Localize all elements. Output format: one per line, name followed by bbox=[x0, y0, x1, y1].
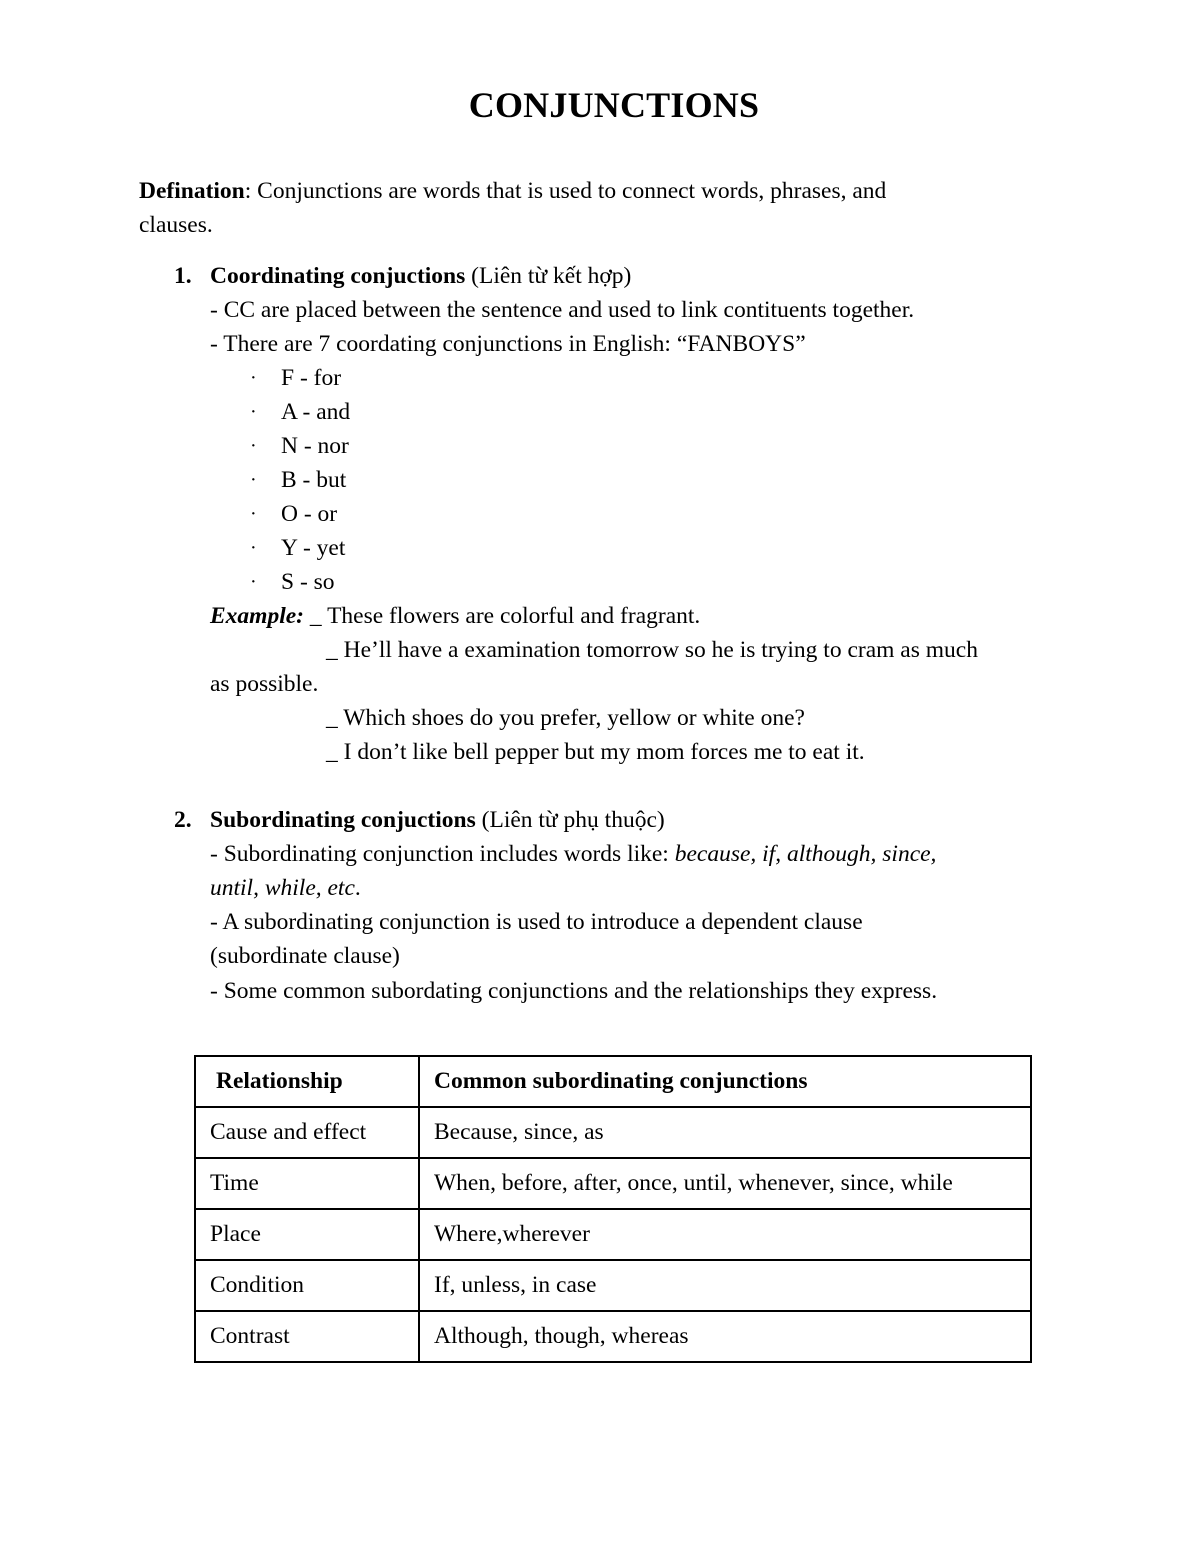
table-cell-relationship: Condition bbox=[195, 1260, 419, 1311]
section-2-point-2-cont: (subordinate clause) bbox=[210, 943, 400, 969]
table-cell-relationship: Time bbox=[195, 1158, 419, 1209]
example-label: Example: bbox=[210, 603, 304, 629]
table-row bbox=[195, 1158, 1031, 1209]
definition-label: Defination bbox=[139, 178, 245, 204]
definition-line-2: clauses. bbox=[139, 212, 213, 238]
section-1-heading-line bbox=[210, 261, 631, 291]
table-row bbox=[195, 1311, 1031, 1362]
section-2-point-1-cont bbox=[210, 873, 361, 903]
section-2-heading: Subordinating conjuctions bbox=[210, 807, 476, 833]
table-row bbox=[195, 1260, 1031, 1311]
example-text: _ These flowers are colorful and fragrant. bbox=[304, 603, 701, 629]
example-text: _ I don’t like bell pepper but my mom forces me to eat it. bbox=[326, 739, 865, 765]
section-2-point-3: - Some common subordating conjunctions and the relationships they express. bbox=[210, 978, 938, 1004]
section-1-heading: Coordinating conjuctions bbox=[210, 263, 466, 289]
fanboys-item: S - so bbox=[281, 569, 335, 595]
section-2-heading-vi: (Liên từ phụ thuộc) bbox=[475, 807, 665, 833]
fanboys-item: F - for bbox=[281, 365, 342, 391]
definition-line-1 bbox=[139, 176, 886, 206]
definition-text-1: : Conjunctions are words that is used to connect words, phrases, and bbox=[244, 178, 887, 204]
bullet-dot: · bbox=[250, 469, 257, 491]
fanboys-item: N - nor bbox=[281, 433, 349, 459]
table-cell-relationship: Place bbox=[195, 1209, 419, 1260]
section-2-heading-line bbox=[210, 805, 665, 835]
fanboys-item: O - or bbox=[281, 501, 338, 527]
table-header-conjunctions: Common subordinating conjunctions bbox=[419, 1056, 1031, 1107]
section-2-point-1-prefix: - Subordinating conjunction includes words like: bbox=[210, 841, 675, 867]
page-title: CONJUNCTIONS bbox=[468, 85, 760, 125]
section-1-number: 1. bbox=[174, 263, 192, 289]
table-cell-conjunctions: Where,wherever bbox=[419, 1209, 1031, 1260]
fanboys-item: A - and bbox=[281, 399, 351, 425]
table-header-relationship: Relationship bbox=[195, 1056, 419, 1107]
section-2-point-1 bbox=[210, 839, 936, 869]
example-line-1 bbox=[210, 601, 700, 631]
fanboys-item: B - but bbox=[281, 467, 347, 493]
example-text: _ Which shoes do you prefer, yellow or white one? bbox=[326, 705, 805, 731]
table-cell-conjunctions: If, unless, in case bbox=[419, 1260, 1031, 1311]
example-text: as possible. bbox=[210, 671, 319, 697]
table-cell-relationship: Cause and effect bbox=[195, 1107, 419, 1158]
section-2-point-1-suffix: . bbox=[354, 875, 361, 901]
bullet-dot: · bbox=[250, 367, 257, 389]
table-cell-conjunctions: When, before, after, once, until, whenever, since, while bbox=[419, 1158, 1031, 1209]
example-text: _ He’ll have a examination tomorrow so he is trying to cram as much bbox=[326, 637, 978, 663]
relationship-table bbox=[194, 1055, 1032, 1363]
bullet-dot: · bbox=[250, 503, 257, 525]
section-2-point-1-examples-cont: until, while, etc bbox=[210, 875, 355, 901]
table-cell-relationship: Contrast bbox=[195, 1311, 419, 1362]
table-header-row bbox=[195, 1056, 1031, 1107]
section-1-point-2: - There are 7 coordating conjunctions in English: “FANBOYS” bbox=[210, 331, 806, 357]
table-row bbox=[195, 1209, 1031, 1260]
table-cell-conjunctions: Although, though, whereas bbox=[419, 1311, 1031, 1362]
bullet-dot: · bbox=[250, 571, 257, 593]
section-2-point-1-examples: because, if, although, since, bbox=[674, 841, 937, 867]
section-2-number: 2. bbox=[174, 807, 192, 833]
section-2-point-2: - A subordinating conjunction is used to introduce a dependent clause bbox=[210, 909, 863, 935]
table-cell-conjunctions: Because, since, as bbox=[419, 1107, 1031, 1158]
bullet-dot: · bbox=[250, 435, 257, 457]
section-1-point-1: - CC are placed between the sentence and used to link contituents together. bbox=[210, 297, 915, 323]
bullet-dot: · bbox=[250, 401, 257, 423]
table-row bbox=[195, 1107, 1031, 1158]
bullet-dot: · bbox=[250, 537, 257, 559]
section-1-heading-vi: (Liên từ kết hợp) bbox=[465, 263, 632, 289]
fanboys-item: Y - yet bbox=[281, 535, 346, 561]
